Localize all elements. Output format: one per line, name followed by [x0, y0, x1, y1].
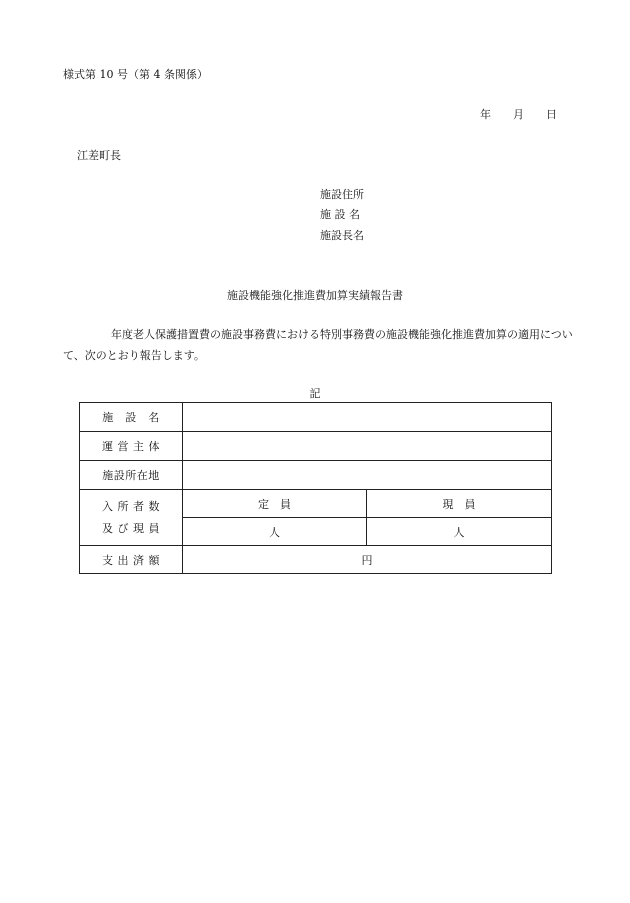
row-label-expenditure: 支 出 済 額	[80, 546, 183, 574]
body-text: 年度老人保護措置費の施設事務費における特別事務費の施設機能強化推進費加算の適用について、次のとおり報告します。	[63, 328, 573, 362]
residents-label-line2: 及 び 現 員	[102, 521, 160, 535]
capacity-header: 定 員	[183, 490, 367, 518]
operator-field[interactable]	[183, 432, 552, 461]
residents-label-line1: 入 所 者 数	[102, 499, 160, 513]
capacity-field[interactable]	[183, 518, 367, 546]
current-unit: 人	[453, 525, 465, 539]
report-table	[79, 402, 552, 574]
form-number: 様式第 10 号（第 4 条関係）	[63, 68, 208, 81]
date-line	[480, 106, 557, 122]
current-header: 現 員	[367, 490, 552, 518]
current-field[interactable]	[367, 518, 552, 546]
addressee: 江差町長	[77, 149, 121, 162]
date-month: 月	[513, 108, 524, 121]
ki-label: 記	[309, 387, 321, 400]
row-label-location: 施設所在地	[80, 461, 183, 490]
table-row	[80, 546, 552, 574]
capacity-unit: 人	[269, 525, 280, 539]
yen-unit: 円	[361, 553, 373, 567]
facility-head-label: 施設長名	[320, 229, 364, 242]
table-row	[80, 403, 552, 432]
facility-name-label: 施 設 名	[320, 208, 360, 221]
row-label-facility-name: 施 設 名	[80, 403, 183, 432]
date-year: 年	[480, 108, 491, 121]
document-title: 施設機能強化推進費加算実績報告書	[227, 289, 403, 302]
expenditure-field[interactable]	[183, 546, 552, 574]
table-row	[80, 461, 552, 490]
row-label-operator: 運 営 主 体	[80, 432, 183, 461]
date-day: 日	[546, 108, 557, 121]
row-label-residents	[80, 490, 183, 546]
table-row	[80, 432, 552, 461]
location-field[interactable]	[183, 461, 552, 490]
facility-name-field[interactable]	[183, 403, 552, 432]
facility-address-label: 施設住所	[320, 188, 364, 201]
table-row	[80, 490, 552, 518]
